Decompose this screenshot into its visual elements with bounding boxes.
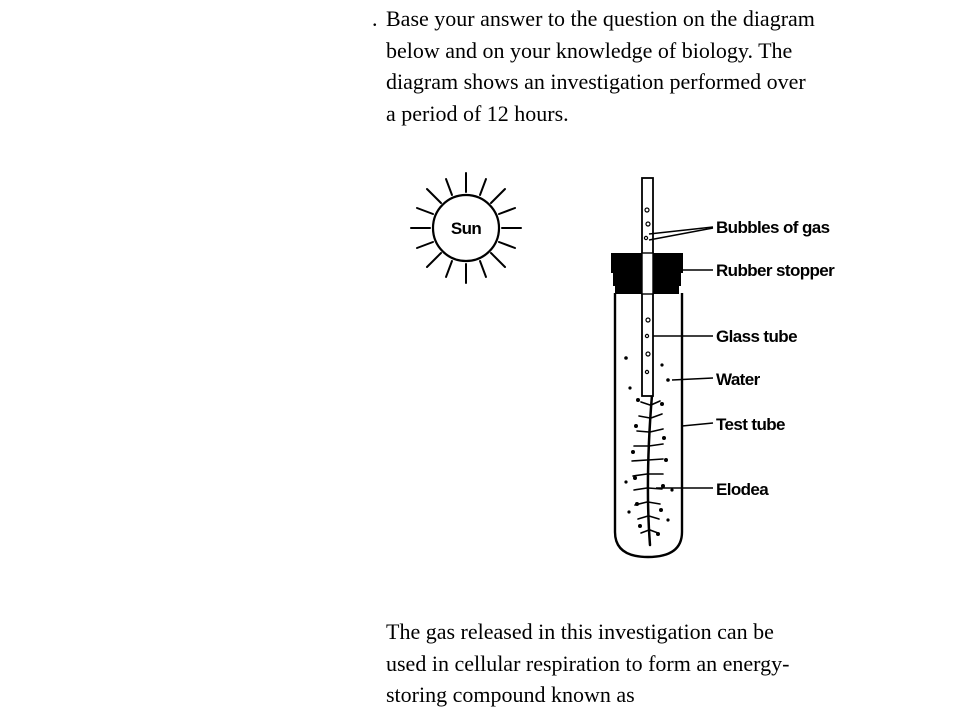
intro-line-4: a period of 12 hours.: [386, 100, 569, 126]
label-rubber-stopper: Rubber stopper: [716, 261, 835, 280]
item-bullet: .: [372, 6, 378, 31]
label-water: Water: [716, 370, 760, 389]
question-line-1: The gas released in this investigation can be: [386, 619, 774, 644]
question-line-3: storing compound known as: [386, 682, 635, 707]
label-elodea: Elodea: [716, 480, 769, 499]
rubber-stopper: [611, 253, 683, 294]
question-text: [386, 616, 906, 711]
intro-line-3: diagram shows an investigation performed over: [386, 69, 806, 94]
label-glass-tube: Glass tube: [716, 327, 797, 346]
sun-label: Sun: [450, 219, 482, 238]
label-test-tube: Test tube: [716, 415, 785, 434]
question-line-2: used in cellular respiration to form an energy-: [386, 650, 790, 676]
experiment-diagram: [400, 160, 880, 570]
intro-line-2: below and on your knowledge of biology. The: [386, 37, 793, 63]
intro-line-1: Base your answer to the question on the diagram: [386, 6, 815, 31]
label-bubbles-of-gas: Bubbles of gas: [716, 218, 830, 237]
question-stem: [372, 3, 931, 129]
